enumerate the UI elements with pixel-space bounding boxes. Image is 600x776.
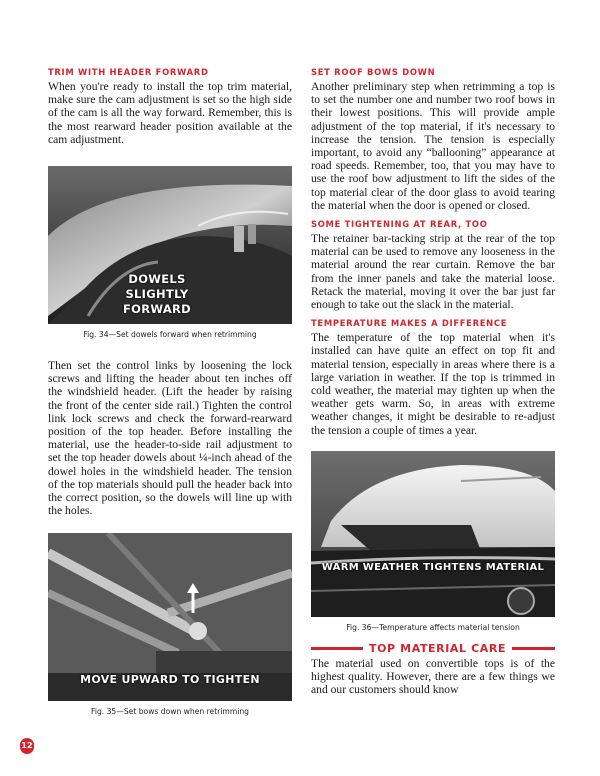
figure-34-caption: Fig. 34—Set dowels forward when retrimming	[83, 330, 257, 340]
heading-temperature-makes-a-difference: TEMPERATURE MAKES A DIFFERENCE	[311, 318, 508, 329]
paragraph-top-material-care: The material used on convertible tops is of the highest quality. However, there are a few things we and our customers should know	[311, 656, 555, 697]
figure-36-caption: Fig. 36—Temperature affects material tension	[346, 622, 520, 632]
paragraph-rear-tightening: The retainer bar-tacking strip at the rear of the top material can be used to remove any looseness in the material around the rear curtain. Remove the bar from the inner panels and take the material loose. Retack the material, moving it over the bar just far enough to take out the slack in the material.	[311, 232, 555, 312]
heading-trim-with-header-forward: TRIM WITH HEADER FORWARD	[48, 67, 209, 77]
paragraph-roof-bows: Another preliminary step when retrimming a top is to set the number one and number two roof bows in their lowest positions. This will provide ample adjustment of the top material, if it's necessary to increase the tension. The tension is especially important, to avoid any “ballooning” appearance at road speeds. Remember, too, that you may have to use the roof bow adjustment to lift the sides of the top material clear of the door glass to avoid tearing the material when the door is opened or closed.	[311, 80, 555, 212]
paragraph-control-links: Then set the control links by loosening the lock screws and lifting the header about ten inches off the windshield header. (Lift the header by raising the front of the center side rail.) Tighten the control link lock screws and check the forward-rearward position of the top header. Before installing the material, use the header-to-side rail adjustment to set the top header dowels about ¼-inch ahead of the dowel holes in the windshield header. The tension of the top materials should pull the header back into the correct position, so the dowels will line up with the holes.	[48, 359, 292, 518]
figure-36-photo	[311, 451, 555, 617]
section-rule-top-material-care	[311, 642, 555, 655]
right-column	[311, 66, 555, 696]
figure-34-overlay-label: DOWELS SLIGHTLY FORWARD	[122, 272, 192, 317]
paragraph-temperature: The temperature of the top material when it's installed can have quite an effect on top fit and material tension, especially in areas where there is a large variation in weather. If the top is trimmed in cold weather, the material may tighten up when the weather gets warm. So, in areas with extreme weather changes, it might be desirable to re-adjust the tension a couple of times a year.	[311, 331, 555, 437]
paragraph-trim-header: When you're ready to install the top trim material, make sure the cam adjustment is set so the high side of the cam is all the way forward. Remember, this is the most rearward header position available at the cam adjustment.	[48, 80, 292, 146]
section-title-top-material-care: TOP MATERIAL CARE	[369, 641, 507, 655]
rule-bar-right	[512, 647, 555, 650]
rule-bar-left	[311, 647, 363, 650]
figure-34-photo	[48, 166, 292, 324]
page-number-badge: 12	[20, 738, 34, 754]
heading-some-tightening-at-rear: SOME TIGHTENING AT REAR, TOO	[311, 219, 488, 230]
figure-35-overlay-label: MOVE UPWARD TO TIGHTEN	[80, 673, 260, 687]
left-column	[48, 66, 292, 716]
heading-set-roof-bows-down: SET ROOF BOWS DOWN	[311, 67, 436, 77]
figure-35-caption: Fig. 35—Set bows down when retrimming	[91, 707, 249, 717]
figure-35-photo	[48, 533, 292, 701]
figure-36-overlay-label: WARM WEATHER TIGHTENS MATERIAL	[321, 561, 545, 573]
